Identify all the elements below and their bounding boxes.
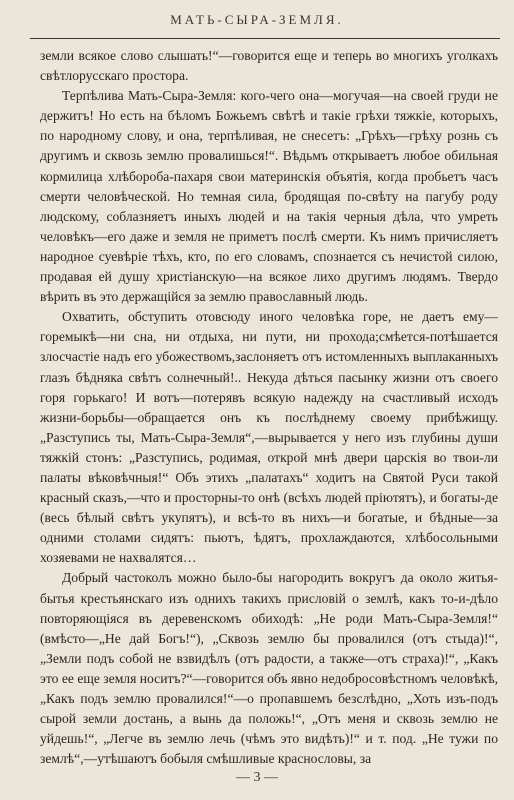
paragraph-2: Терпѣлива Мать-Сыра-Земля: кого-чего она—могучая—на своей груди не держитъ! Но есть на бѣломъ Божьемъ свѣтѣ и такіе грѣхи тяжкіе, которыхъ, по народному слову, и она, терпѣливая, не снесетъ: „Грѣхъ—грѣху рознь съ другимъ и сквозь землю провалишься!“. Вѣдьмъ открываетъ любое обильная кормилица хлѣбороба-пахаря свои материнскія объятія, когда пробьетъ часъ смерти человѣческой. Но темная сила, бродящая по-свѣту на пагубу роду людскому, соблазняетъ иныхъ людей и на такія черныя дѣла, что умреть человѣкъ—его даже и земля не приметъ послѣ смерти. Къ нимъ причисляетъ народное суевѣріе тѣхъ, кто, по его словамъ, спознается съ нечистой силою, продавая ей душу христіанскую—на всякое лихо другимъ людямъ. Твердо вѣрить въ это держащійся за землю православный людь. <box>40 88 498 305</box>
body-text <box>40 46 498 769</box>
paragraph-4: Добрый частоколъ можно было-бы нагородить вокругъ да около житья-бытья крестьянскаго изъ однихъ такихъ присловій о землѣ, какъ то-и-дѣло повторяющіяся въ деревенскомъ обиходѣ: „Не роди Мать-Сыра-Земля!“ (вмѣсто—„Не дай Богъ!“), „Сквозь землю бы провалился (отъ стыда)!“, „Земли подъ собой не взвидѣлъ (отъ радости, а также—отъ страха)!“, „Какъ это ее еще земля носитъ?“—говорится объ явно недобросовѣстномъ человѣкѣ, „Какъ подъ землю провалился!“—о пропавшемъ безслѣдно, „Хоть изъ-подъ сырой земли достань, а вынь да положь!“, „Отъ меня и сквозь землю не уйдешь!“, „Легче въ землю лечь (чѣмъ это видѣть)!“ и т. под. „Не тужи по землѣ“,—утѣшаютъ бобыля смѣшливые краснословы, за <box>40 570 498 767</box>
page-number: — 3 — <box>236 770 278 785</box>
header-rule <box>30 38 500 39</box>
paragraph-3: Охватить, обступить отовсюду иного человѣка горе, не даетъ ему—горемыкѣ—ни сна, ни отдыха, ни пути, ни прохода;смѣется-потѣшается злосчастіе надъ его убожествомъ,заслоняетъ отъ истомленныхъ выплаканныхъ глазъ бѣдняка свѣтъ солнечный!.. Некуда дѣться пасынку жизни отъ своего горя горькаго! И вотъ—потерявъ всякую надежду на счастливый исходъ жизни-борьбы—обращается онъ къ послѣднему своему прибѣжищу. „Разступись ты, Мать-Сыра-Земля“,—вырывается у него изъ глубины души тяжкій стонъ: „Разступись, родимая, открой мнѣ двери царскія во твои-ли палаты вѣковѣчныя!“ Объ этихъ „палатахъ“ ходитъ на Святой Руси такой красный сказъ,—что и просторны-то онѣ (всѣхъ людей пріютятъ), и богаты-де (весь бѣлый свѣтъ укупятъ), и всѣ-то въ нихъ—и богатые, и бѣдные—за одними столами сидятъ: пьютъ, ѣдятъ, прохлаждаются, хлѣбосольными хозяевами не нахвалятся… <box>40 309 498 566</box>
paragraph-1: земли всякое слово слышать!“—говорится еще и теперь во многихъ уголкахъ свѣтлорусскаго простора. <box>40 48 498 84</box>
running-head: МАТЬ-СЫРА-ЗЕМЛЯ. <box>170 12 344 27</box>
